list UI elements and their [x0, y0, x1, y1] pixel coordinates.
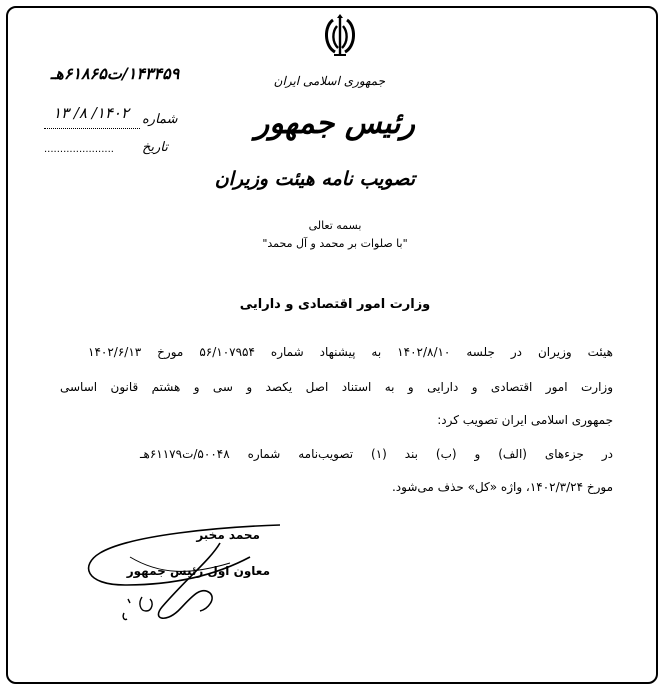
basmala: بسمه تعالی: [308, 219, 362, 232]
iran-emblem-icon: [320, 12, 360, 60]
number-label: شماره: [142, 112, 178, 127]
recipient-ministry: وزارت امور اقتصادی و دارایی: [239, 297, 431, 312]
reference-date: ۱۴۰۲/ ۸/ ۱۳: [52, 104, 130, 122]
document-subtitle: تصویب نامه هیئت وزیران: [214, 168, 415, 190]
signatory-position: معاون اول رئیس جمهور: [126, 564, 270, 578]
office-title: رئیس جمهور: [254, 106, 415, 141]
body-line: هیئت وزیران در جلسه ۱۴۰۲/۸/۱۰ به پیشنهاد شماره ۵۶/۱۰۷۹۵۴ مورخ ۱۴۰۲/۶/۱۳: [88, 345, 613, 359]
signatory-name: محمد مخبر: [196, 528, 260, 542]
body-line: در جزءهای (الف) و (ب) بند (۱) تصویب‌نامه شماره ۵۰۰۴۸/ت۶۱۱۷۹هـ: [140, 447, 613, 461]
date-dots: ......................: [44, 144, 114, 155]
salawat-line: "با صلوات بر محمد و آل محمد": [262, 237, 408, 250]
handwritten-signature: [70, 515, 310, 635]
body-line: مورخ ۱۴۰۲/۳/۲۴، واژه «کل» حذف می‌شود.: [391, 480, 613, 494]
body-line: وزارت امور اقتصادی و دارایی و به استناد اصل یکصد و سی و هشتم قانون اساسی: [60, 380, 613, 394]
reference-number: ۱۴۳۴۵۹/ت۶۱۸۶۵هـ: [50, 64, 180, 83]
republic-line: جمهوری اسلامی ایران: [273, 74, 385, 88]
number-label-underline: [44, 128, 140, 129]
date-label: تاریخ: [142, 140, 168, 155]
body-line: جمهوری اسلامی ایران تصویب کرد:: [437, 413, 613, 427]
